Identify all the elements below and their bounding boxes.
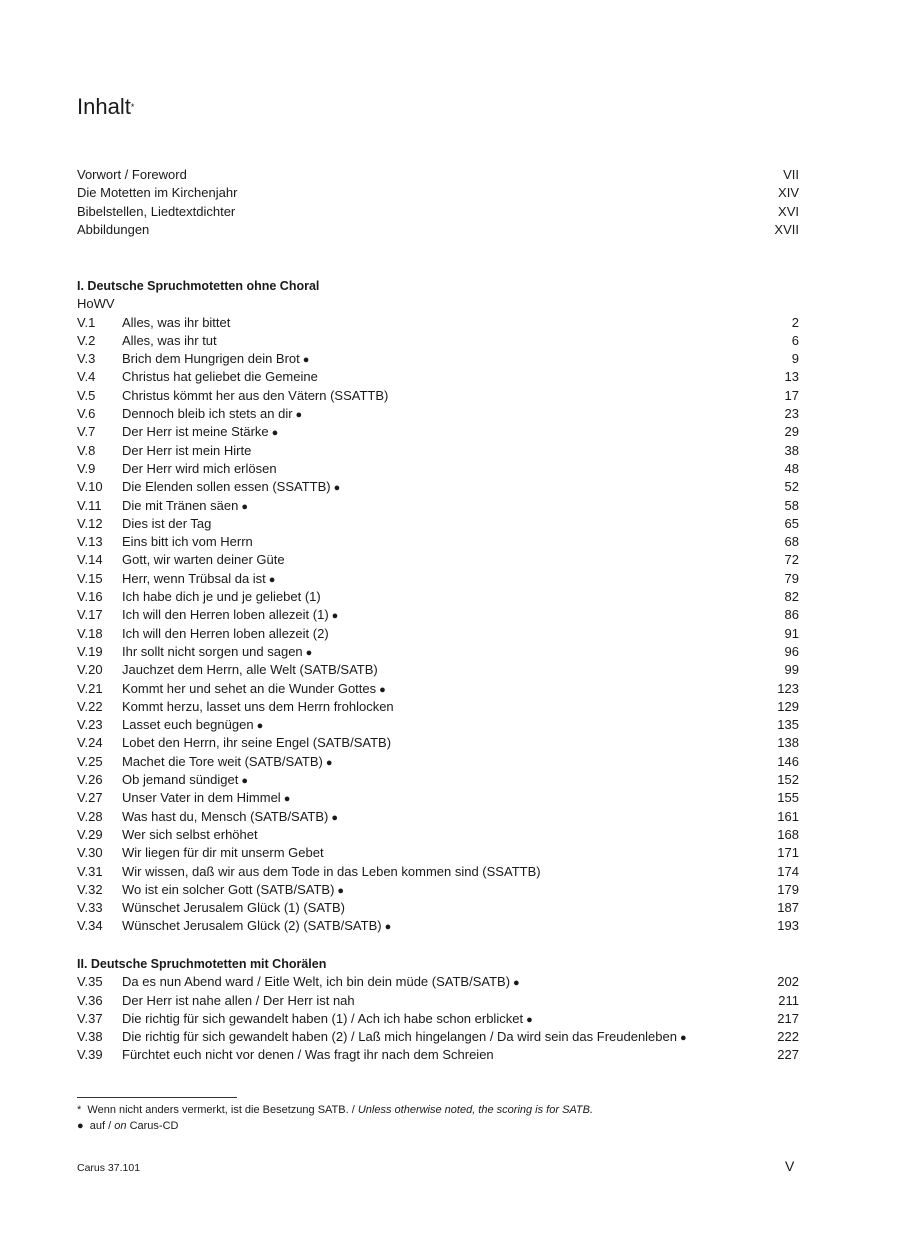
- cd-bullet-icon: ●: [256, 720, 264, 733]
- section-2-list: [77, 973, 799, 1064]
- work-title: Ich will den Herren loben allezeit (1): [122, 607, 329, 623]
- toc-entry: [77, 551, 799, 569]
- toc-entry: [77, 1010, 799, 1028]
- footnote-divider: [77, 1097, 237, 1098]
- work-title-cell: [122, 1046, 759, 1064]
- work-number: V.33: [77, 900, 103, 916]
- work-title-cell: [122, 405, 759, 424]
- work-page: 96: [784, 643, 799, 659]
- work-page: 86: [784, 607, 799, 623]
- work-title: Gott, wir warten deiner Güte: [122, 552, 285, 568]
- work-title: Kommt her und sehet an die Wunder Gottes: [122, 680, 377, 696]
- work-title: Der Herr ist nahe allen / Der Herr ist nah: [122, 992, 355, 1008]
- toc-entry: [77, 588, 799, 606]
- work-number: V.32: [77, 881, 103, 897]
- work-title-cell: [122, 387, 759, 405]
- work-title-cell: [122, 497, 759, 516]
- work-page: 2: [791, 314, 799, 330]
- work-title-cell: [122, 551, 759, 569]
- work-page: 171: [777, 845, 799, 861]
- work-title: Ich will den Herren loben allezeit (2): [122, 625, 329, 641]
- work-title: Ihr sollt nicht sorgen und sagen: [122, 643, 303, 659]
- section-1-heading: I. Deutsche Spruchmotetten ohne Choral: [77, 279, 320, 293]
- toc-entry: [77, 680, 799, 698]
- front-matter-item: [77, 166, 799, 184]
- toc-entry: [77, 698, 799, 716]
- toc-entry: [77, 826, 799, 844]
- work-page: 138: [777, 735, 799, 751]
- front-matter-title: Bibelstellen, Liedtextdichter: [77, 203, 236, 219]
- work-number: V.6: [77, 406, 96, 422]
- work-title: Der Herr wird mich erlösen: [122, 460, 277, 476]
- work-title: Ob jemand sündiget: [122, 772, 239, 788]
- work-number: V.39: [77, 1047, 103, 1063]
- work-page: 68: [784, 534, 799, 550]
- work-number: V.26: [77, 772, 103, 788]
- work-title-cell: [122, 661, 759, 679]
- work-title-cell: [122, 625, 759, 643]
- work-title: Was hast du, Mensch (SATB/SATB): [122, 808, 329, 824]
- front-matter-item: [77, 203, 799, 221]
- footnote-cd-de: auf /: [89, 1120, 112, 1132]
- work-page: 58: [784, 497, 799, 513]
- work-page: 6: [791, 332, 799, 348]
- work-number: V.34: [77, 918, 103, 934]
- work-title-cell: [122, 423, 759, 442]
- work-title-cell: [122, 570, 759, 589]
- work-page: 146: [777, 753, 799, 769]
- section-2: [77, 955, 799, 1065]
- front-matter-item: [77, 221, 799, 239]
- work-page: 161: [777, 808, 799, 824]
- front-matter-page: VII: [783, 167, 799, 182]
- work-page: 152: [777, 772, 799, 788]
- work-number: V.24: [77, 735, 103, 751]
- front-matter-title: Vorwort / Foreword: [77, 167, 187, 182]
- work-number: V.35: [77, 974, 103, 990]
- cd-bullet-icon: ●: [331, 610, 339, 623]
- work-title-cell: [122, 992, 759, 1010]
- work-number: V.21: [77, 680, 103, 696]
- work-title-cell: [122, 917, 759, 936]
- cd-bullet-icon: ●: [526, 1013, 533, 1026]
- work-number: V.28: [77, 808, 103, 824]
- work-title-cell: [122, 716, 759, 735]
- work-number: V.27: [77, 790, 103, 806]
- work-title: Der Herr ist meine Stärke: [122, 424, 269, 440]
- toc-entry: [77, 973, 799, 991]
- toc-entry: [77, 844, 799, 862]
- work-number: V.2: [77, 332, 96, 348]
- work-page: 129: [777, 698, 799, 714]
- cd-bullet-icon: ●: [513, 977, 520, 990]
- work-page: 52: [784, 479, 799, 495]
- work-page: 227: [777, 1047, 799, 1063]
- toc-entry: [77, 661, 799, 679]
- toc-entry: [77, 863, 799, 881]
- toc-entry: [77, 917, 799, 935]
- work-page: 82: [784, 589, 799, 605]
- work-page: 211: [778, 992, 799, 1008]
- cd-bullet-icon: ●: [302, 354, 310, 367]
- work-title-cell: [122, 771, 759, 790]
- work-number: V.7: [77, 424, 96, 440]
- work-title-cell: [122, 753, 759, 772]
- toc-entry: [77, 992, 799, 1010]
- front-matter-page: XVII: [774, 221, 799, 237]
- toc-entry: [77, 405, 799, 423]
- work-title-cell: [122, 350, 759, 369]
- page-number: V: [785, 1158, 795, 1174]
- work-title: Christus hat geliebet die Gemeine: [122, 369, 318, 385]
- toc-entry: [77, 423, 799, 441]
- work-number: V.22: [77, 698, 103, 714]
- work-number: V.14: [77, 552, 103, 568]
- toc-entry: [77, 771, 799, 789]
- cd-bullet-icon: ●: [305, 646, 313, 659]
- work-number: V.10: [77, 479, 103, 495]
- work-title-cell: [122, 863, 759, 881]
- work-title-cell: [122, 844, 759, 862]
- work-title: Die richtig für sich gewandelt haben (2) / Laß mich hingelangen / Da wird sein das Freudenleben: [122, 1029, 677, 1045]
- work-number: V.20: [77, 662, 103, 678]
- work-title-cell: [122, 533, 759, 551]
- work-title: Wünschet Jerusalem Glück (2) (SATB/SATB): [122, 918, 382, 934]
- footnote-scoring: [77, 1102, 593, 1118]
- work-number: V.12: [77, 515, 103, 531]
- page-title: [77, 93, 134, 121]
- footnote-scoring-en: Unless otherwise noted, the scoring is for SATB.: [357, 1104, 594, 1116]
- work-page: 13: [784, 369, 799, 385]
- work-number: V.13: [77, 534, 103, 550]
- footnote-cd-en: on: [114, 1120, 127, 1132]
- work-title: Herr, wenn Trübsal da ist: [122, 570, 266, 586]
- work-title: Brich dem Hungrigen dein Brot: [122, 351, 300, 367]
- toc-entry: [77, 734, 799, 752]
- toc-entry: [77, 314, 799, 332]
- toc-entry: [77, 899, 799, 917]
- work-page: 187: [777, 900, 799, 916]
- work-title: Ich habe dich je und je geliebet (1): [122, 589, 321, 605]
- work-title: Jauchzet dem Herrn, alle Welt (SATB/SATB): [122, 662, 378, 678]
- work-page: 168: [777, 826, 799, 842]
- work-number: V.23: [77, 717, 103, 733]
- work-title-cell: [122, 899, 759, 917]
- work-number: V.29: [77, 826, 103, 842]
- work-number: V.37: [77, 1010, 103, 1026]
- work-title-cell: [122, 588, 759, 606]
- toc-entry: [77, 570, 799, 588]
- title-footnote-mark: *: [130, 102, 135, 112]
- work-title: Wo ist ein solcher Gott (SATB/SATB): [122, 881, 335, 897]
- toc-entry: [77, 368, 799, 386]
- work-title: Wir liegen für dir mit unserm Gebet: [122, 845, 324, 861]
- work-page: 202: [777, 974, 799, 990]
- work-number: V.8: [77, 442, 96, 458]
- work-title-cell: [122, 314, 759, 332]
- work-title-cell: [122, 1010, 759, 1029]
- footnotes: [77, 1102, 593, 1134]
- work-number: V.11: [77, 497, 102, 513]
- work-number: V.1: [77, 314, 96, 330]
- work-number: V.38: [77, 1029, 103, 1045]
- work-title: Da es nun Abend ward / Eitle Welt, ich bin dein müde (SATB/SATB): [122, 974, 511, 990]
- toc-entry: [77, 478, 799, 496]
- cd-bullet-icon: ●: [331, 811, 339, 824]
- cd-bullet-icon: ●: [379, 683, 386, 696]
- work-title-cell: [122, 734, 759, 752]
- catalog-label: HoWV: [77, 296, 115, 312]
- work-title: Machet die Tore weit (SATB/SATB): [122, 753, 323, 769]
- work-page: 155: [777, 790, 799, 806]
- toc-entry: [77, 332, 799, 350]
- toc-entry: [77, 442, 799, 460]
- work-page: 29: [784, 424, 799, 440]
- work-title: Dennoch bleib ich stets an dir: [122, 406, 293, 422]
- work-title-cell: [122, 826, 759, 844]
- work-title-cell: [122, 460, 759, 478]
- work-title: Die mit Tränen säen: [122, 497, 239, 513]
- front-matter-page: XIV: [778, 185, 799, 201]
- section-2-heading: II. Deutsche Spruchmotetten mit Chorälen: [77, 957, 327, 971]
- cd-bullet-icon: ●: [241, 775, 249, 788]
- toc-entry: [77, 643, 799, 661]
- footnote-scoring-de: Wenn nicht anders vermerkt, ist die Besetzung SATB. /: [87, 1104, 355, 1116]
- work-title: Wir wissen, daß wir aus dem Tode in das Leben kommen sind (SSATTB): [122, 863, 541, 879]
- work-title-cell: [122, 332, 759, 350]
- toc-entry: [77, 350, 799, 368]
- toc-entry: [77, 460, 799, 478]
- work-title: Eins bitt ich vom Herrn: [122, 534, 253, 550]
- toc-entry: [77, 533, 799, 551]
- work-title: Lasset euch begnügen: [122, 717, 254, 733]
- work-number: V.5: [77, 387, 96, 403]
- work-number: V.36: [77, 992, 103, 1008]
- cd-bullet-icon: ●: [268, 573, 276, 586]
- work-title: Dies ist der Tag: [122, 515, 212, 531]
- work-page: 38: [784, 442, 799, 458]
- title-text: Inhalt: [77, 94, 131, 119]
- toc-entry: [77, 606, 799, 624]
- work-title-cell: [122, 973, 759, 992]
- work-title-cell: [122, 515, 759, 533]
- work-title: Die richtig für sich gewandelt haben (1) / Ach ich habe schon erblicket: [122, 1010, 524, 1026]
- section-1-list: [77, 314, 799, 936]
- work-page: 135: [777, 717, 799, 733]
- toc-entry: [77, 1028, 799, 1046]
- work-number: V.16: [77, 589, 103, 605]
- cd-bullet-icon: ●: [295, 409, 303, 422]
- work-title: Wer sich selbst erhöhet: [122, 826, 258, 842]
- work-title-cell: [122, 808, 759, 827]
- work-page: 174: [777, 863, 799, 879]
- toc-entry: [77, 789, 799, 807]
- work-number: V.9: [77, 460, 96, 476]
- toc-entry: [77, 716, 799, 734]
- work-title-cell: [122, 881, 759, 900]
- work-title-cell: [122, 442, 759, 460]
- front-matter-title: Abbildungen: [77, 221, 150, 237]
- toc-entry: [77, 1046, 799, 1064]
- cd-bullet-icon: ●: [337, 884, 345, 897]
- work-title: Kommt herzu, lasset uns dem Herrn frohlocken: [122, 698, 394, 714]
- footnote-cd: [77, 1118, 593, 1134]
- work-title: Der Herr ist mein Hirte: [122, 442, 252, 458]
- work-page: 17: [784, 387, 799, 403]
- work-page: 222: [777, 1029, 799, 1045]
- cd-bullet-icon: ●: [325, 756, 333, 769]
- work-title-cell: [122, 478, 759, 497]
- front-matter-page: XVI: [778, 203, 799, 219]
- work-title: Fürchtet euch nicht vor denen / Was fragt ihr nach dem Schreien: [122, 1047, 494, 1063]
- cd-bullet-icon: ●: [77, 1120, 84, 1132]
- work-title: Alles, was ihr tut: [122, 332, 217, 348]
- work-title-cell: [122, 789, 759, 808]
- cd-bullet-icon: ●: [283, 793, 291, 806]
- front-matter-list: [77, 166, 799, 239]
- work-page: 179: [777, 881, 799, 897]
- cd-bullet-icon: ●: [241, 500, 248, 513]
- work-number: V.31: [77, 863, 103, 879]
- work-title: Alles, was ihr bittet: [122, 314, 231, 330]
- work-number: V.30: [77, 845, 103, 861]
- toc-entry: [77, 497, 799, 515]
- toc-entry: [77, 387, 799, 405]
- work-page: 65: [784, 515, 799, 531]
- work-number: V.17: [77, 607, 103, 623]
- work-page: 79: [784, 570, 799, 586]
- toc-entry: [77, 808, 799, 826]
- work-number: V.15: [77, 570, 103, 586]
- work-title-cell: [122, 643, 759, 662]
- cd-bullet-icon: ●: [679, 1032, 687, 1045]
- cd-bullet-icon: ●: [271, 427, 279, 440]
- cd-bullet-icon: ●: [384, 921, 392, 934]
- work-title: Wünschet Jerusalem Glück (1) (SATB): [122, 900, 345, 916]
- work-title: Lobet den Herrn, ihr seine Engel (SATB/SATB): [122, 735, 392, 751]
- work-page: 193: [777, 918, 799, 934]
- work-title-cell: [122, 698, 759, 716]
- work-page: 217: [777, 1010, 799, 1026]
- work-number: V.18: [77, 625, 103, 641]
- front-matter-title: Die Motetten im Kirchenjahr: [77, 185, 238, 201]
- publisher-reference: Carus 37.101: [77, 1162, 141, 1174]
- work-page: 48: [784, 460, 799, 476]
- work-title: Die Elenden sollen essen (SSATTB): [122, 479, 331, 495]
- work-number: V.3: [77, 351, 96, 367]
- work-page: 99: [784, 662, 799, 678]
- front-matter-item: [77, 184, 799, 202]
- cd-bullet-icon: ●: [333, 482, 341, 495]
- work-title-cell: [122, 606, 759, 625]
- work-title: Unser Vater in dem Himmel: [122, 790, 281, 806]
- work-title: Christus kömmt her aus den Vätern (SSATTB): [122, 387, 389, 403]
- toc-entry: [77, 515, 799, 533]
- footnote-star: *: [77, 1104, 82, 1116]
- work-title-cell: [122, 1028, 759, 1047]
- work-number: V.4: [77, 369, 96, 385]
- work-page: 72: [784, 552, 799, 568]
- work-title-cell: [122, 368, 759, 386]
- toc-entry: [77, 625, 799, 643]
- work-page: 91: [784, 625, 799, 641]
- work-page: 123: [777, 680, 799, 696]
- work-number: V.19: [77, 643, 103, 659]
- toc-entry: [77, 881, 799, 899]
- work-page: 23: [784, 406, 799, 422]
- footnote-cd-tail: Carus-CD: [129, 1120, 179, 1132]
- work-number: V.25: [77, 753, 103, 769]
- section-1: [77, 277, 799, 936]
- work-title-cell: [122, 680, 759, 699]
- work-page: 9: [791, 351, 799, 367]
- toc-entry: [77, 753, 799, 771]
